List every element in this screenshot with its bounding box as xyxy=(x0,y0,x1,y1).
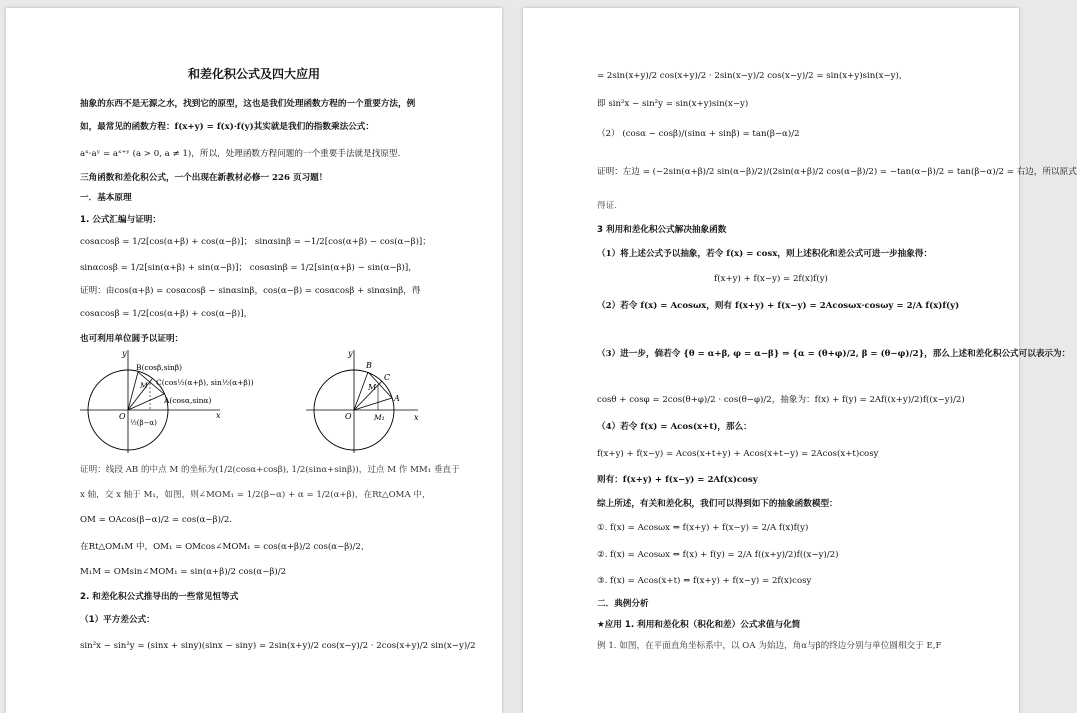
text-line: （2）若令 f(x) = Acosωx，则有 f(x+y) + f(x−y) = 2Acosωx·cosωy = 2/A f(x)f(y) xyxy=(597,301,960,311)
text-line: aˣ·aʸ = aˣ⁺ʸ (a > 0, a ≠ 1)，所以，处理函数方程问题的一个重要手法就是找原型. xyxy=(80,149,401,159)
unit-circle-figure-right xyxy=(306,348,426,453)
figure-label: A xyxy=(394,394,400,403)
figure-label: C xyxy=(384,373,391,382)
text-line: 抽象的东西不是无源之水，找到它的原型，这也是我们处理函数方程的一个重要方法，例 xyxy=(80,99,416,109)
formula-line: = 2sin(x+y)/2 cos(x+y)/2 · 2sin(x−y)/2 cos(x−y)/2 = sin(x+y)sin(x−y)， xyxy=(597,71,908,81)
text-line: 例 1. 如图，在平面直角坐标系中，以 OA 为始边，角α与β的终边分别与单位圆相交于 E,F xyxy=(597,641,942,651)
figure-label: y xyxy=(122,349,127,358)
figure-label: C(cos½(α+β), sin½(α+β)) xyxy=(156,378,254,387)
figure-label: B xyxy=(366,361,372,370)
model-line: ①. f(x) = Acosωx ⇔ f(x+y) + f(x−y) = 2/A f(x)f(y) xyxy=(597,523,809,533)
unit-circle-figure-left xyxy=(80,348,270,453)
right-page xyxy=(523,8,1077,713)
model-line: ③. f(x) = Acos(x+t) ⇔ f(x+y) + f(x−y) = 2f(x)cosy xyxy=(597,576,812,586)
figure-label: O xyxy=(345,412,352,421)
text-line: 如，最常见的函数方程：f(x+y) = f(x)·f(y)其实就是我们的指数乘法公式： xyxy=(80,122,374,132)
figure-label: M₁ xyxy=(374,413,385,422)
text-line: 综上所述，有关和差化积，我们可以得到如下的抽象函数模型： xyxy=(597,499,838,509)
left-page xyxy=(6,8,502,713)
figure-label: A(cosα,sinα) xyxy=(164,396,212,405)
text-line: 也可利用单位圆予以证明： xyxy=(80,334,184,344)
model-line: ②. f(x) = Acosωx ⇔ f(x) + f(y) = 2/A f((x+y)/2)f((x−y)/2) xyxy=(597,550,839,560)
formula-line: M₁M = OMsin∠MOM₁ = sin(α+β)/2 cos(α−β)/2 xyxy=(80,567,287,577)
page-title: 和差化积公式及四大应用 xyxy=(187,67,320,81)
proof-line: 得证. xyxy=(597,201,617,211)
proof-line: x 轴，交 x 轴于 M₁，如图，则∠MOM₁ = 1/2(β−α) + α = 1/2(α+β)，在Rt△OMA 中， xyxy=(80,490,431,500)
subsection-heading: 3 利用和差化积公式解决抽象函数 xyxy=(597,225,727,235)
formula-line: cosαcosβ = 1/2[cos(α+β) + cos(α−β)]， xyxy=(80,309,253,319)
section-heading: 二．典例分析 xyxy=(597,599,649,609)
section-heading: 一．基本原理 xyxy=(80,193,132,203)
formula-line: sin²x − sin²y = (sinx + siny)(sinx − siny) = 2sin(x+y)/2 cos(x−y)/2 · 2cos(x+y)/2 sin(x−y)/2 xyxy=(80,641,476,651)
figure-label: y xyxy=(348,349,353,358)
text-line: 三角函数和差化积公式，一个出现在新教材必修一 226 页习题！ xyxy=(80,173,328,183)
formula-line: f(x+y) + f(x−y) = Acos(x+t+y) + Acos(x+t−y) = 2Acos(x+t)cosy xyxy=(597,449,879,459)
figure-label: O xyxy=(119,412,126,421)
proof-line: 证明：由cos(α+β) = cosαcosβ − sinαsinβ，cos(α−β) = cosαcosβ + sinαsinβ，得 xyxy=(80,286,421,296)
proof-line: 证明：左边 = (−2sin(α+β)/2 sin(α−β)/2)/(2sin(α+β)/2 cos(α−β)/2) = −tan(α−β)/2 = tan(β−α)/2 = 右边，所以原式 xyxy=(597,167,1077,177)
formula-line: cosαcosβ = 1/2[cos(α+β) + cos(α−β)]； sinαsinβ = −1/2[cos(α+β) − cos(α−β)]； xyxy=(80,237,431,247)
figure-label: M xyxy=(140,381,148,390)
text-line: （1）将上述公式予以抽象，若令 f(x) = cosx，则上述积化和差公式可进一步抽象得： xyxy=(597,249,933,259)
text-line: （4）若令 f(x) = Acos(x+t)，那么： xyxy=(597,422,752,432)
subsection-heading: ★应用 1. 利用和差化积（积化和差）公式求值与化简 xyxy=(597,620,801,630)
subsection-heading: 1. 公式汇编与证明： xyxy=(80,215,161,225)
figure-label: x xyxy=(414,413,419,422)
figure-label: ½(β−α) xyxy=(130,419,157,427)
formula-line: f(x+y) + f(x−y) = 2f(x)f(y) xyxy=(714,274,828,284)
formula-line: 即 sin²x − sin²y = sin(x+y)sin(x−y) xyxy=(597,99,749,109)
subsection-heading: （1）平方差公式： xyxy=(80,615,155,625)
formula-line: sinαcosβ = 1/2[sin(α+β) + sin(α−β)]； cosαsinβ = 1/2[sin(α+β) − sin(α−β)]， xyxy=(80,263,417,273)
proof-line: 证明：线段 AB 的中点 M 的坐标为(1/2(cosα+cosβ), 1/2(sinα+sinβ))，过点 M 作 MM₁ 垂直于 xyxy=(80,465,460,475)
subsection-heading: 2. 和差化积公式推导出的一些常见恒等式 xyxy=(80,592,239,602)
formula-line: （2） (cosα − cosβ)/(sinα + sinβ) = tan(β−α)/2 xyxy=(597,129,800,139)
text-line: 则有：f(x+y) + f(x−y) = 2Af(x)cosy xyxy=(597,475,758,485)
text-line: （3）进一步，倘若令 {θ = α+β, φ = α−β} ⇒ {α = (θ+φ)/2, β = (θ−φ)/2}，那么上述和差化积公式可以表示为： xyxy=(597,349,1071,359)
formula-line: OM = OAcos(β−α)/2 = cos(α−β)/2. xyxy=(80,515,233,525)
figure-label: B(cosβ,sinβ) xyxy=(136,363,183,372)
formula-line: cosθ + cosφ = 2cos(θ+φ)/2 · cos(θ−φ)/2，抽象为：f(x) + f(y) = 2Af((x+y)/2)f((x−y)/2) xyxy=(597,395,965,405)
formula-line: 在Rt△OM₁M 中，OM₁ = OMcos∠MOM₁ = cos(α+β)/2 cos(α−β)/2， xyxy=(80,542,370,552)
figure-label: M xyxy=(368,383,377,392)
figure-label: x xyxy=(216,411,221,420)
